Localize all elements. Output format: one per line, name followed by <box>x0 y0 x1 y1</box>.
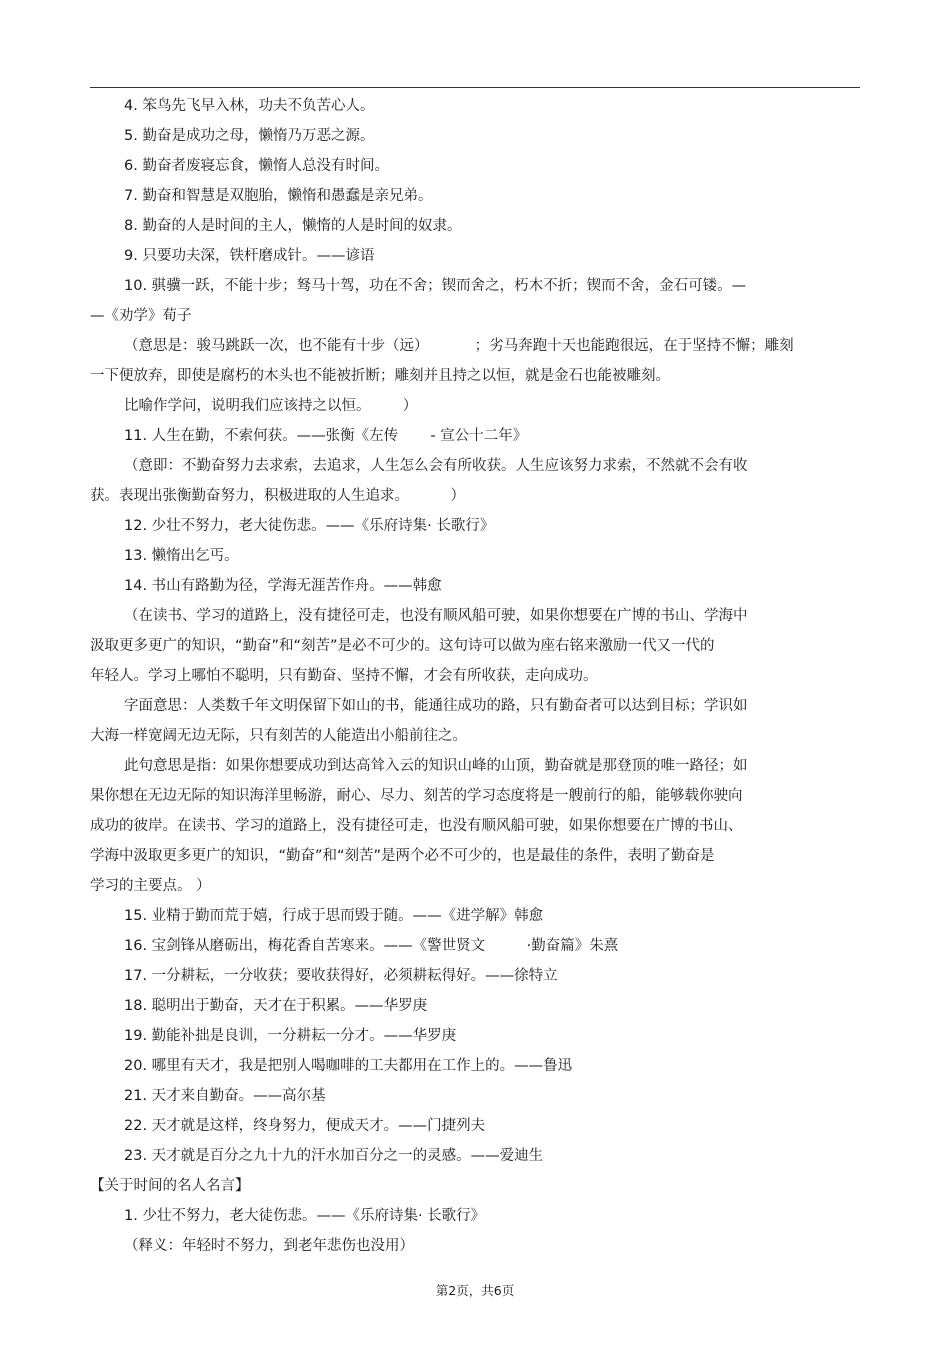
text-line: 成功的彼岸。在读书、学习的道路上，没有捷径可走，也没有顺风船可驶，如果你想要在广博的书山、 <box>90 818 743 834</box>
text-line: 5. 勤奋是成功之母，懒惰乃万恶之源。 <box>124 128 375 144</box>
text-line: （意即：不勤奋努力去求索，去追求，人生怎么会有所收获。人生应该努力求索，不然就不会有收 <box>124 458 748 474</box>
text-line: （释义：年轻时不努力，到老年悲伤也没用） <box>124 1238 414 1254</box>
text-line: 年轻人。学习上哪怕不聪明，只有勤奋、坚持不懈，才会有所收获，走向成功。 <box>90 668 598 684</box>
text-line: 一下便放弃，即使是腐朽的木头也不能被折断；雕刻并且持之以恒，就是金石也能被雕刻。 <box>90 368 670 384</box>
text-line: 1. 少壮不努力，老大徒伤悲。——《乐府诗集· 长歌行》 <box>124 1208 486 1224</box>
text-line: 6. 勤奋者废寝忘食，懒惰人总没有时间。 <box>124 158 389 174</box>
text-line: 23. 天才就是百分之九十九的汗水加百分之一的灵感。——爱迪生 <box>124 1148 544 1164</box>
text-line: 13. 懒惰出乞丐。 <box>124 548 239 564</box>
page-number: 第2页，共6页 <box>435 1283 515 1298</box>
text-line: 8. 勤奋的人是时间的主人，懒惰的人是时间的奴隶。 <box>124 218 462 234</box>
text-line: 22. 天才就是这样，终身努力，便成天才。——门捷列夫 <box>124 1118 486 1134</box>
text-line: 果你想在无边无际的知识海洋里畅游，耐心、尽力、刻苦的学习态度将是一艘前行的船，能够载你驶向 <box>90 788 743 804</box>
text-line: 学习的主要点。 ） <box>90 878 211 894</box>
text-line: 16. 宝剑锋从磨砺出，梅花香自苦寒来。——《警世贤文 ·勤奋篇》朱熹 <box>124 938 619 954</box>
text-line: 14. 书山有路勤为径，学海无涯苦作舟。——韩愈 <box>124 578 442 594</box>
section-heading: 【关于时间的名人名言】 <box>90 1178 250 1194</box>
text-line: 此句意思是指：如果你想要成功到达高耸入云的知识山峰的山顶，勤奋就是那登顶的唯一路径；如 <box>124 758 748 774</box>
text-line: 18. 聪明出于勤奋，天才在于积累。——华罗庚 <box>124 998 428 1014</box>
text-line: 比喻作学问，说明我们应该持之以恒。 ） <box>124 398 418 414</box>
text-line: 大海一样宽阔无边无际，只有刻苦的人能造出小船前往之。 <box>90 728 467 744</box>
text-line: 19. 勤能补拙是良训，一分耕耘一分才。——华罗庚 <box>124 1028 457 1044</box>
text-line: 学海中汲取更多更广的知识，“勤奋”和“刻苦”是两个必不可少的，也是最佳的条件，表明了勤奋是 <box>90 848 715 864</box>
text-line: 10. 骐骥一跃，不能十步；驽马十驾，功在不舍；锲而舍之，朽木不折；锲而不舍，金石可镂。— <box>124 278 747 294</box>
text-line: 获。表现出张衡勤奋努力，积极进取的人生追求。 ） <box>90 488 465 504</box>
text-line: 15. 业精于勤而荒于嬉，行成于思而毁于随。——《进学解》韩愈 <box>124 908 544 924</box>
text-line: 汲取更多更广的知识，“勤奋”和“刻苦”是必不可少的。这句诗可以做为座右铭来激励一代又一代的 <box>90 638 715 654</box>
text-line: 17. 一分耕耘，一分收获；要收获得好，必须耕耘得好。——徐特立 <box>124 968 558 984</box>
text-line: —《劝学》荀子 <box>90 308 192 324</box>
text-line: 12. 少壮不努力，老大徒伤悲。——《乐府诗集· 长歌行》 <box>124 518 495 534</box>
header-rule <box>90 87 860 88</box>
text-line: 21. 天才来自勤奋。——高尔基 <box>124 1088 326 1104</box>
text-line: 20. 哪里有天才，我是把别人喝咖啡的工夫都用在工作上的。——鲁迅 <box>124 1058 573 1074</box>
text-line: （在读书、学习的道路上，没有捷径可走，也没有顺风船可驶，如果你想要在广博的书山、学海中 <box>124 608 748 624</box>
text-line: 11. 人生在勤，不索何获。——张衡《左传 - 宣公十二年》 <box>124 428 528 444</box>
text-line: 9. 只要功夫深，铁杆磨成针。——谚语 <box>124 248 375 264</box>
text-line: 4. 笨鸟先飞早入林，功夫不负苦心人。 <box>124 98 375 114</box>
text-line: 字面意思：人类数千年文明保留下如山的书，能通往成功的路，只有勤奋者可以达到目标；学识如 <box>124 698 748 714</box>
text-line: 7. 勤奋和智慧是双胞胎，懒惰和愚蠢是亲兄弟。 <box>124 188 433 204</box>
text-line: （意思是：骏马跳跃一次，也不能有十步（远） ；劣马奔跑十天也能跑很远，在于坚持不懈；雕刻 <box>124 338 794 354</box>
